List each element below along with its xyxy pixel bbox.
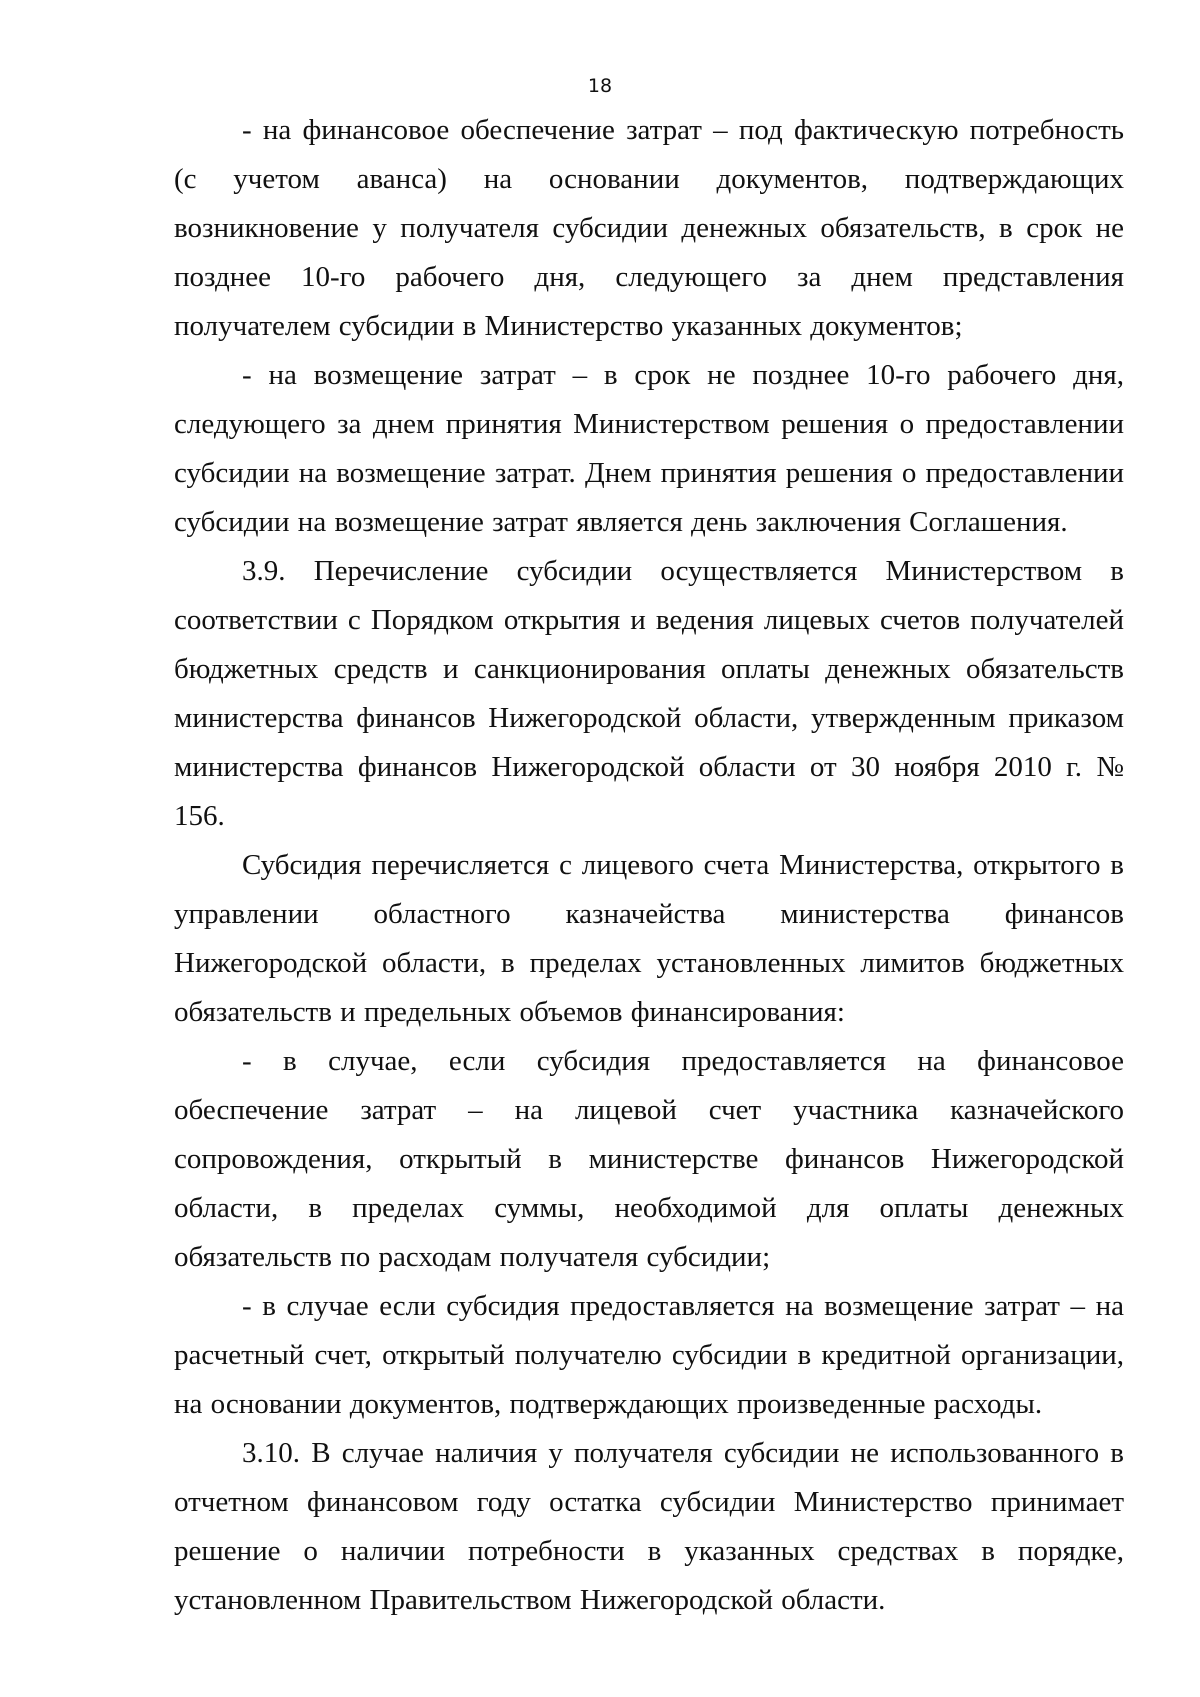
page-number: 18 xyxy=(587,75,613,97)
paragraph-financing-costs: - на финансовое обеспечение затрат – под фактическую потребность (с учетом аванса) на основании документов, подтверждающих возникновение у получателя субсидии денежных обязательств, в срок не позднее 10-го рабочего дня, следующего за днем представления получателем субсидии в Министерство указанных документов; xyxy=(174,114,1124,342)
paragraph-case-financing: - в случае, если субсидия предоставляется на финансовое обеспечение затрат – на лицевой счет участника казначейского сопровождения, открытый в министерстве финансов Нижегородской области, в пределах суммы, необходимой для оплаты денежных обязательств по расходам получателя субсидии; xyxy=(174,1045,1124,1273)
paragraph-reimbursement-costs: - на возмещение затрат – в срок не позднее 10-го рабочего дня, следующего за днем принятия Министерством решения о предоставлении субсидии на возмещение затрат. Днем принятия решения о предоставлении субсидии на возмещение затрат является день заключения Соглашения. xyxy=(174,359,1124,538)
paragraph-3-10-unused-balance: 3.10. В случае наличия у получателя субсидии не использованного в отчетном финансовом году остатка субсидии Министерство принимает решение о наличии потребности в указанных средствах в порядке, установленном Правительством Нижегородской области. xyxy=(174,1437,1124,1616)
paragraph-case-reimbursement: - в случае если субсидия предоставляется на возмещение затрат – на расчетный счет, открытый получателю субсидии в кредитной организации, на основании документов, подтверждающих произведенные расходы. xyxy=(174,1290,1124,1420)
paragraph-3-9-transfer: 3.9. Перечисление субсидии осуществляется Министерством в соответствии с Порядком открытия и ведения лицевых счетов получателей бюджетных средств и санкционирования оплаты денежных обязательств министерства финансов Нижегородской области, утвержденным приказом министерства финансов Нижегородской области от 30 ноября 2010 г. № 156. xyxy=(174,555,1124,832)
document-body xyxy=(174,106,1124,1625)
paragraph-subsidy-account: Субсидия перечисляется с лицевого счета Министерства, открытого в управлении областного казначейства министерства финансов Нижегородской области, в пределах установленных лимитов бюджетных обязательств и предельных объемов финансирования: xyxy=(174,849,1124,1028)
